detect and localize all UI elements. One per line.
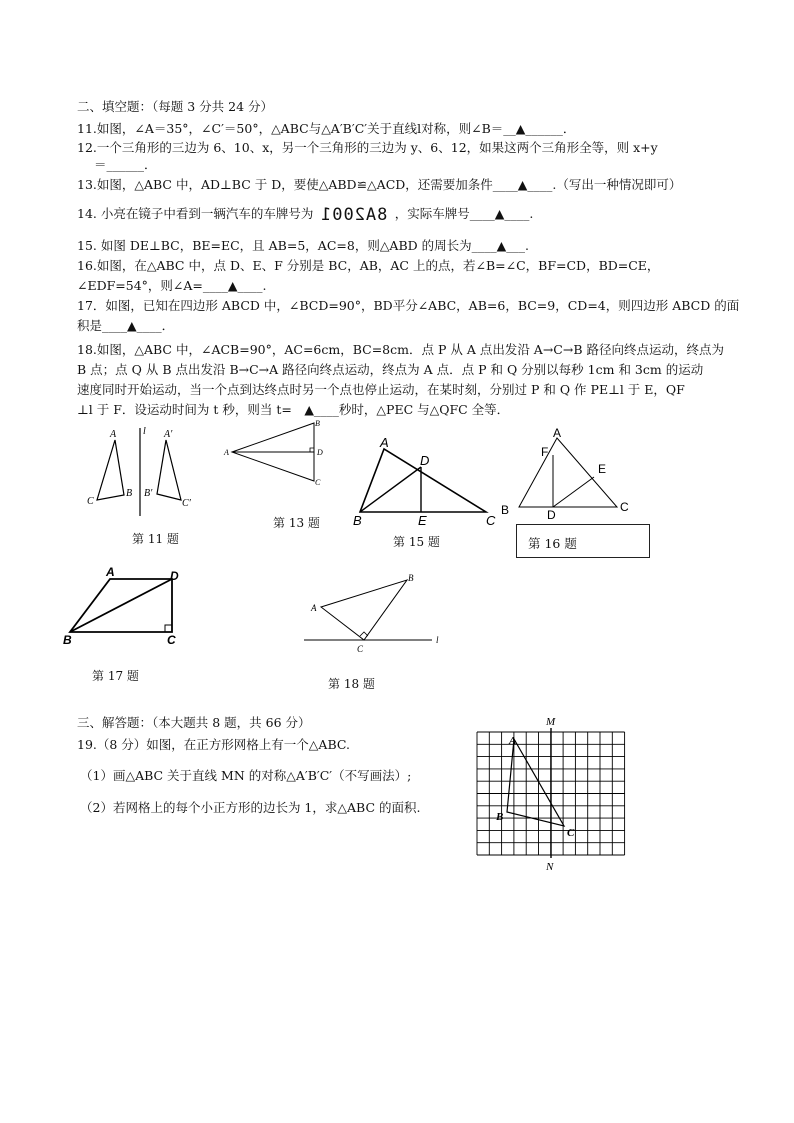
label-l: l bbox=[436, 635, 439, 645]
figure-15 bbox=[348, 434, 500, 526]
label-A: A bbox=[553, 426, 562, 440]
label-C: C bbox=[486, 513, 496, 526]
figure-17 bbox=[60, 566, 190, 646]
label-M: M bbox=[546, 716, 556, 728]
label-E: E bbox=[598, 462, 607, 476]
figure-11 bbox=[82, 424, 207, 519]
label-C1: C′ bbox=[182, 498, 191, 509]
label-C: C bbox=[167, 633, 176, 646]
question-18-line3: 速度同时开始运动，当一个点到达终点时另一个点也停止运动，在某时刻，分别过 P 和 Q 作 PE⊥l 于 E，QF bbox=[77, 382, 685, 397]
question-12-line1: 12.一个三角形的三边为 6、10、x，另一个三角形的三边为 y、6、12，如果这两个三角形全等，则 x+y bbox=[77, 140, 658, 155]
caption-17: 第 17 题 bbox=[92, 669, 139, 683]
question-18-line1: 18.如图，△ABC 中，∠ACB=90°，AC=6cm，BC=8cm．点 P 从 A 点出发沿 A→C→B 路径向终点运动，终点为 bbox=[77, 342, 724, 357]
label-C: C bbox=[315, 478, 321, 487]
label-A1: A′ bbox=[164, 429, 173, 440]
label-B: B bbox=[353, 513, 362, 526]
section-3-title: 三、解答题：（本大题共 8 题，共 66 分） bbox=[77, 715, 311, 730]
label-B1: B′ bbox=[144, 488, 153, 499]
label-A: A bbox=[380, 435, 389, 450]
section-title: 二、填空题：（每题 3 分共 24 分） bbox=[77, 99, 274, 114]
label-B: B bbox=[501, 503, 510, 517]
label-B: B bbox=[126, 488, 133, 499]
label-A: A bbox=[106, 566, 115, 579]
question-13: 13.如图，△ABC 中，AD⊥BC 于 D，要使△ABD≌△ACD，还需要加条件____▲____.（写出一种情况即可） bbox=[77, 177, 682, 192]
figure-16 bbox=[497, 426, 637, 521]
label-C: C bbox=[567, 827, 575, 839]
label-l: l bbox=[143, 426, 146, 437]
figure-13 bbox=[222, 418, 332, 490]
question-14-text-b: ，实际车牌号____▲____. bbox=[394, 206, 534, 221]
caption-16: 第 16 题 bbox=[528, 536, 577, 551]
label-D: D bbox=[317, 448, 323, 457]
question-14-text: 14. 小亮在镜子中看到一辆汽车的车牌号为 bbox=[77, 206, 314, 221]
label-A: A bbox=[509, 735, 517, 747]
mirror-plate: 8A2001 bbox=[320, 205, 388, 225]
caption-18: 第 18 题 bbox=[328, 677, 375, 691]
label-D: D bbox=[170, 569, 179, 583]
question-18-line4: ⊥l 于 F．设运动时间为 t 秒，则当 t= ▲____秒时，△PEC 与△QFC 全等． bbox=[77, 402, 510, 417]
question-19-part-1: （1）画△ABC 关于直线 MN 的对称△A′B′C′（不写画法）; bbox=[80, 768, 412, 783]
label-B: B bbox=[496, 811, 504, 823]
label-N: N bbox=[546, 861, 554, 873]
label-A: A bbox=[224, 448, 229, 457]
label-C: C bbox=[620, 500, 629, 514]
caption-15: 第 15 题 bbox=[393, 535, 440, 549]
question-17-line1: 17．如图，已知在四边形 ABCD 中，∠BCD=90°，BD平分∠ABC，AB=6，BC=9，CD=4，则四边形 ABCD 的面 bbox=[77, 298, 740, 313]
question-18-line2: B 点；点 Q 从 B 点出发沿 B→C→A 路径向终点运动，终点为 A 点．点 P 和 Q 分别以每秒 1cm 和 3cm 的运动 bbox=[77, 362, 704, 377]
question-17-line2: 积是____▲____． bbox=[77, 318, 175, 333]
question-11: 11.如图，∠A＝35°，∠C′＝50°，△ABC与△A′B′C′关于直线l对称，则∠B＝__▲______． bbox=[77, 121, 576, 136]
label-D: D bbox=[420, 453, 430, 468]
figure-19-grid bbox=[472, 712, 632, 874]
question-16-line1: 16.如图，在△ABC 中，点 D、E、F 分别是 BC，AB，AC 上的点，若∠B=∠C，BF=CD，BD=CE， bbox=[77, 258, 660, 273]
label-A: A bbox=[110, 429, 117, 440]
caption-13: 第 13 题 bbox=[273, 516, 320, 530]
question-12-line2: ＝______． bbox=[94, 157, 157, 172]
label-B: B bbox=[315, 419, 320, 428]
label-C: C bbox=[357, 644, 364, 654]
question-19-part-2: （2）若网格上的每个小正方形的边长为 1，求△ABC 的面积. bbox=[80, 800, 421, 815]
question-16-line2: ∠EDF=54°，则∠A=____▲____. bbox=[77, 278, 267, 293]
label-A: A bbox=[311, 603, 317, 613]
caption-11: 第 11 题 bbox=[132, 532, 179, 546]
figure-18 bbox=[302, 570, 447, 658]
label-F: F bbox=[541, 445, 549, 459]
label-C: C bbox=[87, 496, 94, 507]
label-D: D bbox=[547, 508, 556, 521]
question-15: 15. 如图 DE⊥BC，BE=EC，且 AB=5，AC=8，则△ABD 的周长为____▲___. bbox=[77, 238, 529, 253]
label-B: B bbox=[63, 633, 72, 646]
label-E: E bbox=[418, 513, 427, 526]
label-B: B bbox=[408, 573, 414, 583]
question-19: 19.（8 分）如图，在正方形网格上有一个△ABC. bbox=[77, 737, 350, 752]
question-14 bbox=[77, 206, 533, 223]
